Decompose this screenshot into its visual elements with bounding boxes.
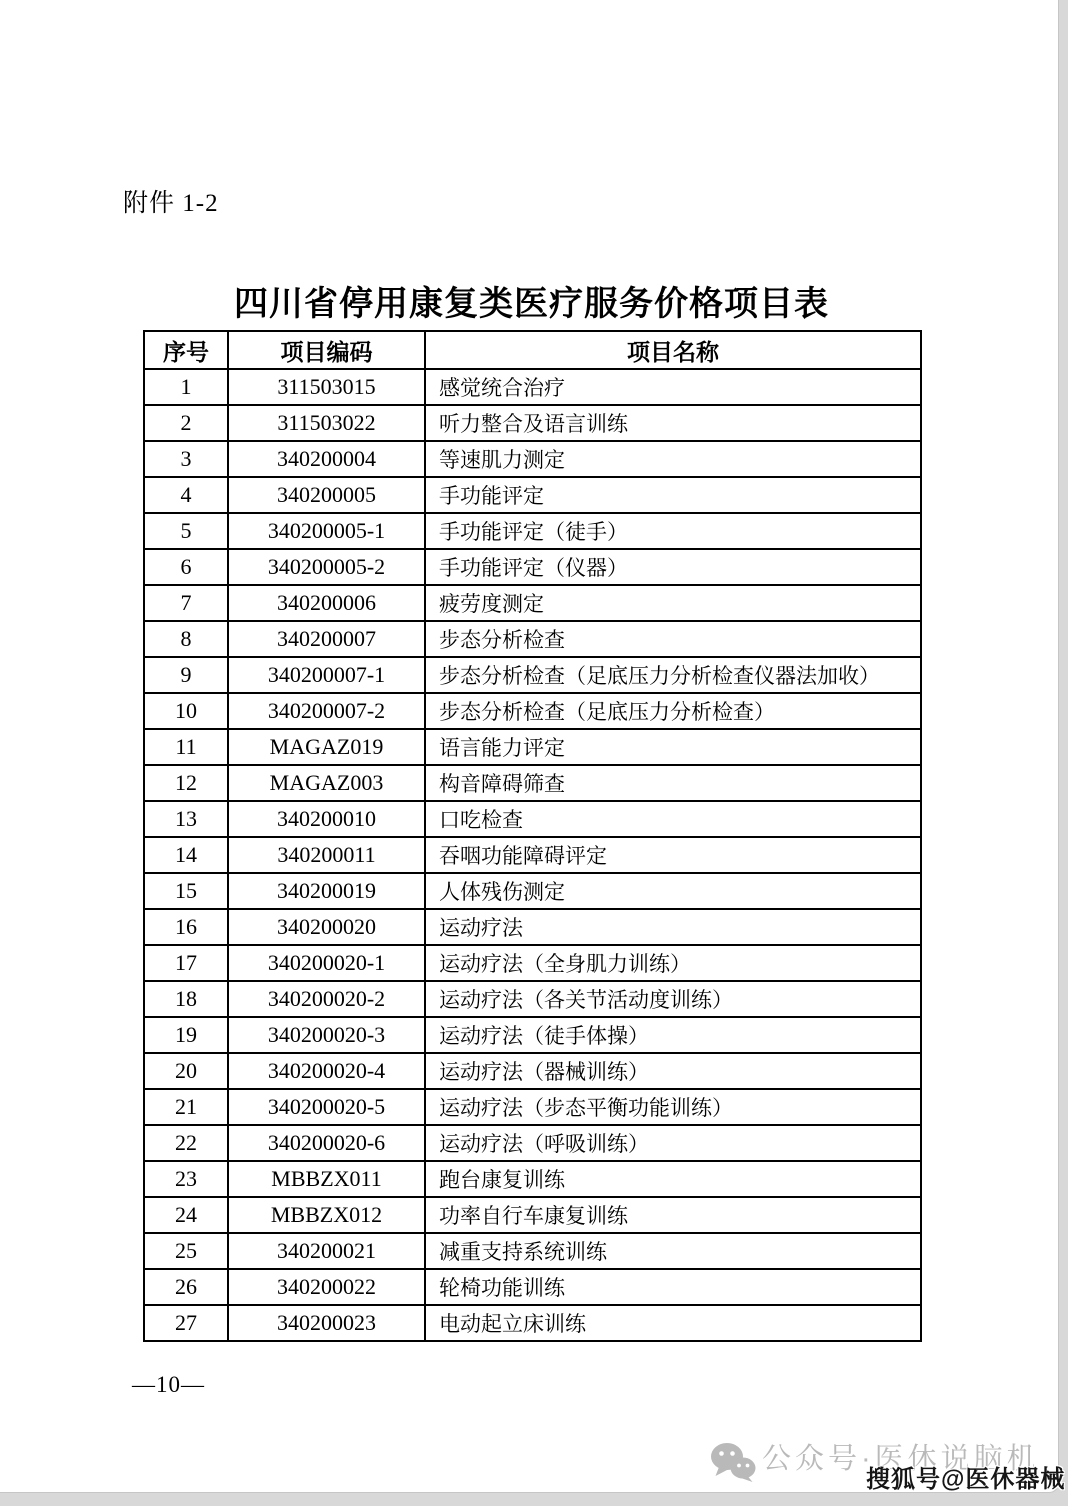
code-cell: 340200019: [228, 873, 425, 909]
code-cell: 340200005: [228, 477, 425, 513]
code-cell: MAGAZ003: [228, 765, 425, 801]
code-cell: 340200022: [228, 1269, 425, 1305]
name-cell: 轮椅功能训练: [425, 1269, 921, 1305]
name-cell: 感觉统合治疗: [425, 369, 921, 405]
table-row: [144, 621, 921, 657]
index-cell: 20: [144, 1053, 228, 1089]
page-title: 四川省停用康复类医疗服务价格项目表: [234, 286, 829, 323]
table-row: [144, 1125, 921, 1161]
name-cell: 手功能评定（徒手）: [425, 513, 921, 549]
index-cell: 15: [144, 873, 228, 909]
code-cell: 340200004: [228, 441, 425, 477]
table-row: [144, 729, 921, 765]
table-row: [144, 477, 921, 513]
index-cell: 7: [144, 585, 228, 621]
index-cell: 3: [144, 441, 228, 477]
code-cell: 340200007-1: [228, 657, 425, 693]
table-row: [144, 1197, 921, 1233]
table-header-row: [144, 331, 921, 369]
name-cell: 运动疗法（呼吸训练）: [425, 1125, 921, 1161]
code-cell: 340200020: [228, 909, 425, 945]
table-row: [144, 981, 921, 1017]
index-cell: 26: [144, 1269, 228, 1305]
name-cell: 人体残伤测定: [425, 873, 921, 909]
code-cell: 340200020-5: [228, 1089, 425, 1125]
index-cell: 2: [144, 405, 228, 441]
code-cell: MBBZX011: [228, 1161, 425, 1197]
index-cell: 6: [144, 549, 228, 585]
index-cell: 13: [144, 801, 228, 837]
name-cell: 口吃检查: [425, 801, 921, 837]
index-cell: 21: [144, 1089, 228, 1125]
index-cell: 12: [144, 765, 228, 801]
code-cell: MAGAZ019: [228, 729, 425, 765]
table-row: [144, 909, 921, 945]
index-cell: 14: [144, 837, 228, 873]
name-cell: 听力整合及语言训练: [425, 405, 921, 441]
name-cell: 语言能力评定: [425, 729, 921, 765]
name-cell: 吞咽功能障碍评定: [425, 837, 921, 873]
table-row: [144, 1017, 921, 1053]
code-cell: 340200020-1: [228, 945, 425, 981]
code-cell: 311503022: [228, 405, 425, 441]
index-cell: 17: [144, 945, 228, 981]
column-header-name: 项目名称: [425, 331, 921, 369]
table-row: [144, 765, 921, 801]
code-cell: 340200020-4: [228, 1053, 425, 1089]
table-row: [144, 585, 921, 621]
table-row: [144, 441, 921, 477]
index-cell: 25: [144, 1233, 228, 1269]
index-cell: 5: [144, 513, 228, 549]
name-cell: 疲劳度测定: [425, 585, 921, 621]
table-row: [144, 513, 921, 549]
table-row: [144, 657, 921, 693]
name-cell: 电动起立床训练: [425, 1305, 921, 1341]
table-row: [144, 405, 921, 441]
code-cell: 340200021: [228, 1233, 425, 1269]
name-cell: 运动疗法（步态平衡功能训练）: [425, 1089, 921, 1125]
index-cell: 9: [144, 657, 228, 693]
name-cell: 构音障碍筛查: [425, 765, 921, 801]
name-cell: 减重支持系统训练: [425, 1233, 921, 1269]
table-row: [144, 1161, 921, 1197]
index-cell: 8: [144, 621, 228, 657]
name-cell: 运动疗法（全身肌力训练）: [425, 945, 921, 981]
name-cell: 步态分析检查（足底压力分析检查）: [425, 693, 921, 729]
index-cell: 11: [144, 729, 228, 765]
code-cell: 340200011: [228, 837, 425, 873]
code-cell: 340200005-2: [228, 549, 425, 585]
table-row: [144, 1089, 921, 1125]
table-row: [144, 369, 921, 405]
name-cell: 等速肌力测定: [425, 441, 921, 477]
page-number: —10—: [132, 1372, 205, 1397]
wechat-watermark-text: 公众号·医休说脑机: [762, 1443, 1040, 1475]
table-row: [144, 1233, 921, 1269]
code-cell: MBBZX012: [228, 1197, 425, 1233]
table-header: [144, 331, 921, 369]
price-items-table: [143, 330, 922, 1342]
table-row: [144, 801, 921, 837]
name-cell: 功率自行车康复训练: [425, 1197, 921, 1233]
name-cell: 运动疗法: [425, 909, 921, 945]
index-cell: 4: [144, 477, 228, 513]
table-row: [144, 693, 921, 729]
index-cell: 27: [144, 1305, 228, 1341]
table-row: [144, 549, 921, 585]
index-cell: 19: [144, 1017, 228, 1053]
table-row: [144, 1305, 921, 1341]
name-cell: 手功能评定（仪器）: [425, 549, 921, 585]
code-cell: 340200006: [228, 585, 425, 621]
code-cell: 340200020-2: [228, 981, 425, 1017]
code-cell: 340200007: [228, 621, 425, 657]
column-header-code: 项目编码: [228, 331, 425, 369]
attachment-label: 附件 1-2: [123, 190, 219, 217]
table-row: [144, 837, 921, 873]
index-cell: 22: [144, 1125, 228, 1161]
name-cell: 步态分析检查（足底压力分析检查仪器法加收）: [425, 657, 921, 693]
table-row: [144, 945, 921, 981]
name-cell: 步态分析检查: [425, 621, 921, 657]
code-cell: 311503015: [228, 369, 425, 405]
name-cell: 运动疗法（徒手体操）: [425, 1017, 921, 1053]
sohu-watermark-text: 搜狐号@医休器械: [866, 1466, 1066, 1493]
code-cell: 340200007-2: [228, 693, 425, 729]
table-row: [144, 873, 921, 909]
name-cell: 运动疗法（器械训练）: [425, 1053, 921, 1089]
index-cell: 23: [144, 1161, 228, 1197]
name-cell: 跑台康复训练: [425, 1161, 921, 1197]
code-cell: 340200010: [228, 801, 425, 837]
code-cell: 340200020-6: [228, 1125, 425, 1161]
table-body: [144, 369, 921, 1341]
index-cell: 10: [144, 693, 228, 729]
index-cell: 18: [144, 981, 228, 1017]
index-cell: 1: [144, 369, 228, 405]
table-row: [144, 1053, 921, 1089]
table-row: [144, 1269, 921, 1305]
index-cell: 16: [144, 909, 228, 945]
wechat-icon: [710, 1442, 756, 1482]
column-header-index: 序号: [144, 331, 228, 369]
name-cell: 手功能评定: [425, 477, 921, 513]
index-cell: 24: [144, 1197, 228, 1233]
code-cell: 340200005-1: [228, 513, 425, 549]
code-cell: 340200023: [228, 1305, 425, 1341]
code-cell: 340200020-3: [228, 1017, 425, 1053]
name-cell: 运动疗法（各关节活动度训练）: [425, 981, 921, 1017]
